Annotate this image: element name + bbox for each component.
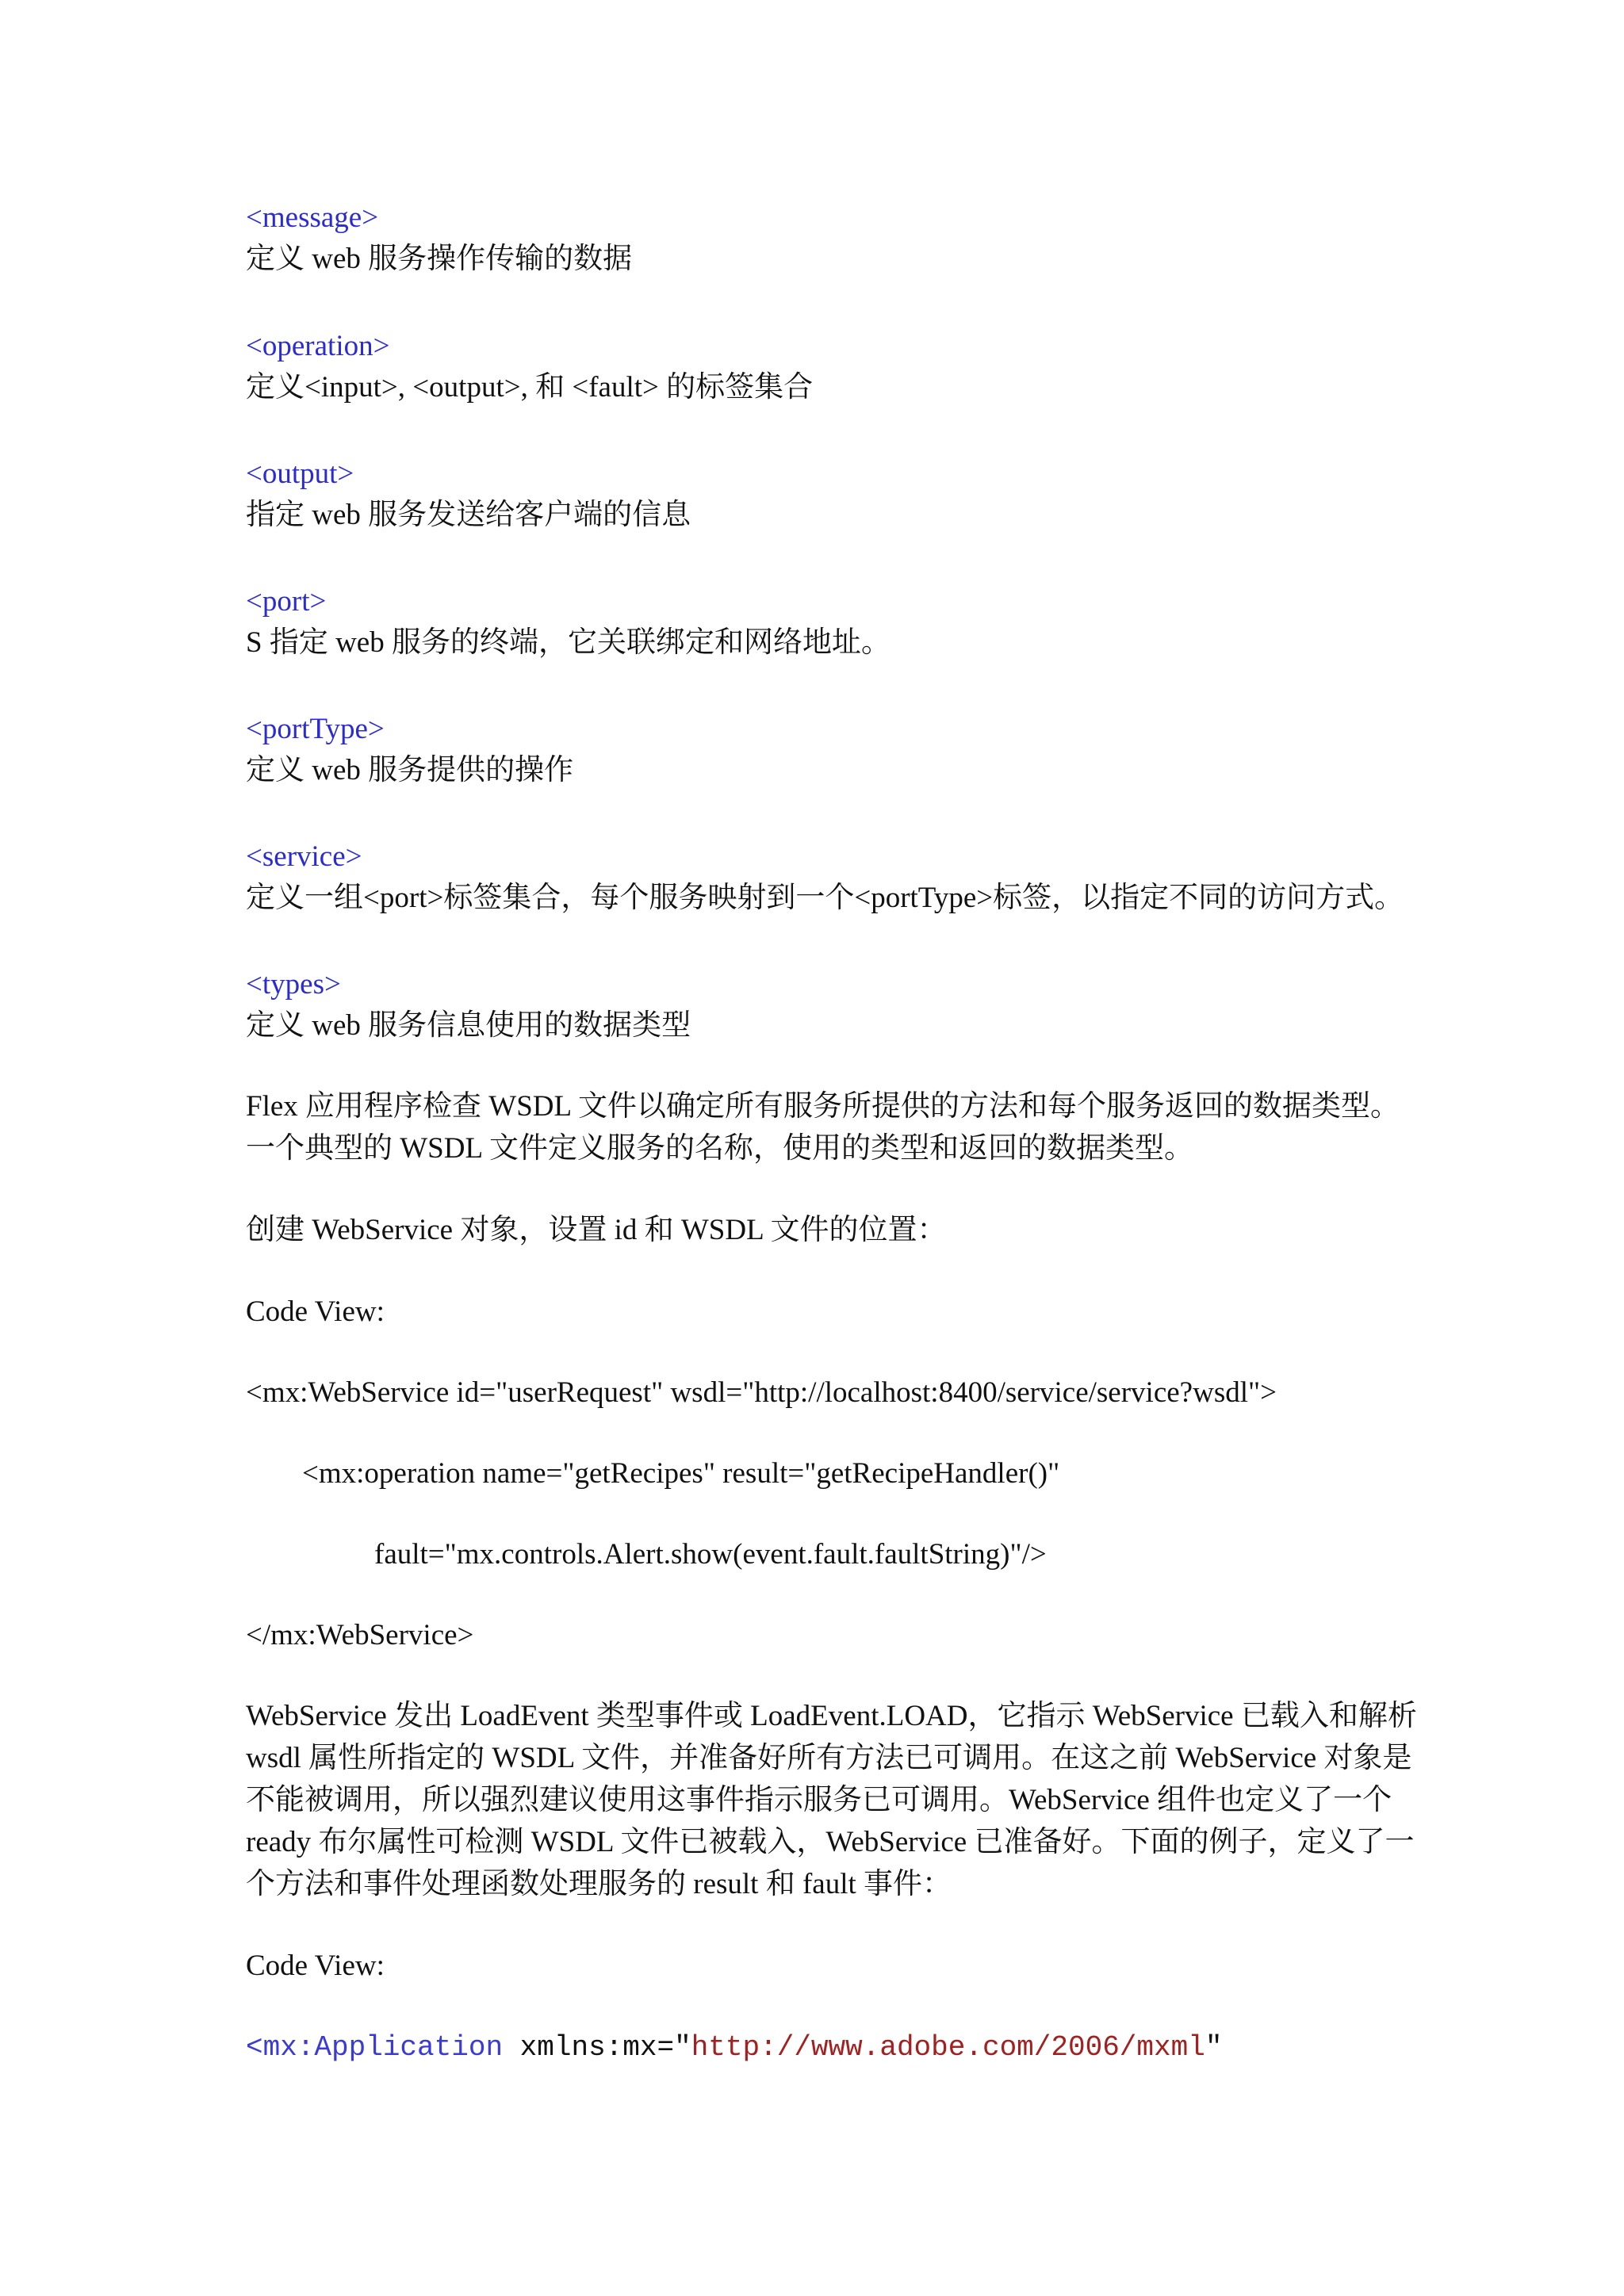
section-desc-porttype: 定义 web 服务提供的操作: [246, 754, 574, 786]
paragraph-wsdl-line-1: Flex 应用程序检查 WSDL 文件以确定所有服务所提供的方法和每个服务返回的数据类型。: [246, 1090, 1400, 1123]
code1-line-3: fault="mx.controls.Alert.show(event.fault.faultString)"/>: [374, 1538, 1047, 1571]
paragraph-loadevent-line-2: wsdl 属性所指定的 WSDL 文件，并准备好所有方法已可调用。在这之前 WebService 对象是: [246, 1742, 1412, 1774]
section-tag-port: <port>: [246, 585, 327, 618]
section-desc-types: 定义 web 服务信息使用的数据类型: [246, 1009, 691, 1042]
section-tag-operation: <operation>: [246, 330, 390, 362]
code2-tag: <mx:Application: [246, 2031, 504, 2064]
paragraph-wsdl-line-2: 一个典型的 WSDL 文件定义服务的名称，使用的类型和返回的数据类型。: [246, 1132, 1193, 1165]
code2-attr: xmlns:mx=": [503, 2031, 691, 2064]
section-tag-service: <service>: [246, 840, 362, 873]
section-desc-output: 指定 web 服务发送给客户端的信息: [246, 499, 691, 531]
paragraph-create-webservice: 创建 WebService 对象，设置 id 和 WSDL 文件的位置：: [246, 1214, 947, 1246]
section-desc-port: S 指定 web 服务的终端，它关联绑定和网络地址。: [246, 626, 891, 659]
code1-line-4: </mx:WebService>: [246, 1619, 474, 1651]
section-desc-message: 定义 web 服务操作传输的数据: [246, 243, 633, 275]
section-tag-porttype: <portType>: [246, 713, 385, 745]
code1-line-1: <mx:WebService id="userRequest" wsdl="http://localhost:8400/service/service?wsdl">: [246, 1376, 1277, 1409]
section-tag-output: <output>: [246, 457, 354, 490]
code2-line-1: [246, 2030, 1222, 2066]
paragraph-loadevent-line-5: 个方法和事件处理函数处理服务的 result 和 fault 事件：: [246, 1868, 952, 1900]
code-view-label-1: Code View:: [246, 1295, 385, 1328]
code-view-label-2: Code View:: [246, 1950, 385, 1982]
code1-line-2: <mx:operation name="getRecipes" result="getRecipeHandler()": [302, 1457, 1060, 1490]
section-tag-message: <message>: [246, 201, 379, 234]
code2-url: http://www.adobe.com/2006/mxml: [691, 2031, 1205, 2064]
section-tag-types: <types>: [246, 968, 341, 1001]
section-desc-service: 定义一组<port>标签集合，每个服务映射到一个<portType>标签，以指定不同的访问方式。: [246, 882, 1404, 914]
section-desc-operation: 定义<input>, <output>, 和 <fault> 的标签集合: [246, 371, 814, 404]
paragraph-loadevent-line-3: 不能被调用，所以强烈建议使用这事件指示服务已可调用。WebService 组件也定义了一个: [246, 1784, 1392, 1816]
code2-close-quote: ": [1205, 2031, 1223, 2064]
paragraph-loadevent-line-1: WebService 发出 LoadEvent 类型事件或 LoadEvent.LOAD，它指示 WebService 已载入和解析: [246, 1700, 1417, 1732]
paragraph-loadevent-line-4: ready 布尔属性可检测 WSDL 文件已被载入，WebService 已准备好。下面的例子，定义了一: [246, 1826, 1415, 1858]
